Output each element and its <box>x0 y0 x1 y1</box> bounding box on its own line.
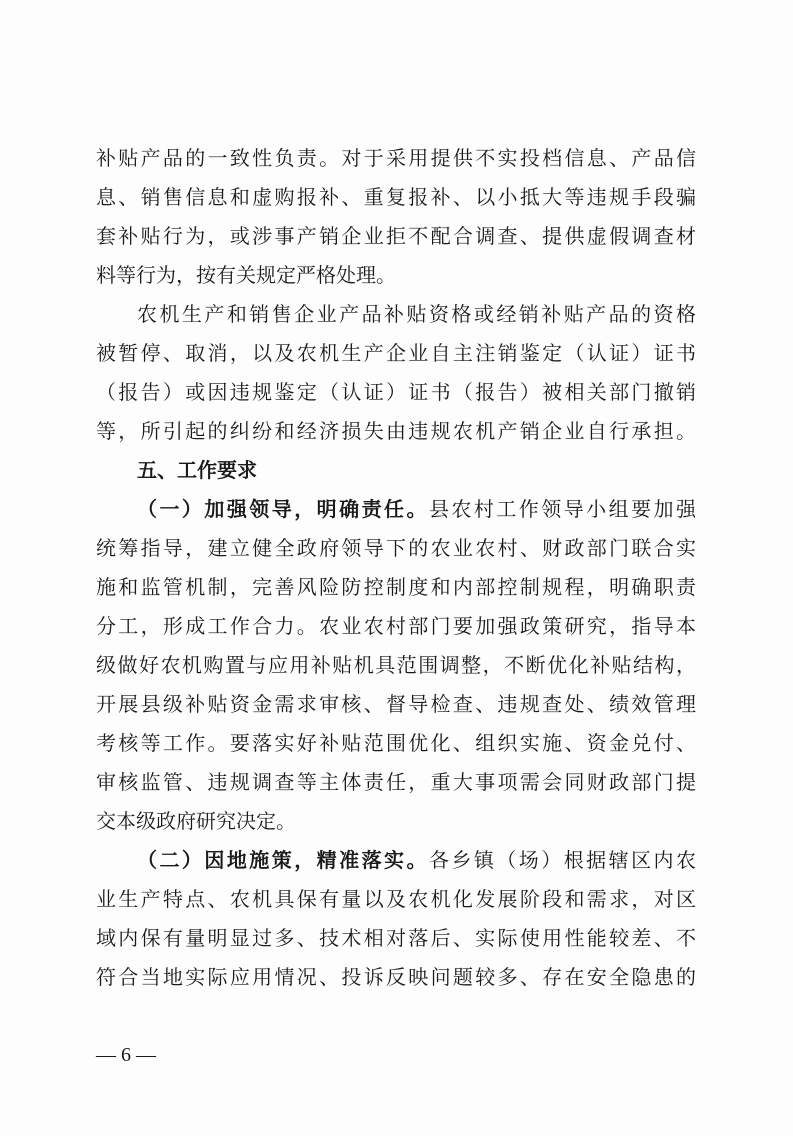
subsection-1 <box>96 490 696 841</box>
text-line: 分工，形成工作合力。农业农村部门要加强政策研究，指导本 <box>96 614 696 638</box>
text-line: 开展县级补贴资金需求审核、督导检查、违规查处、绩效管理 <box>96 692 696 716</box>
text-line: 域内保有量明显过多、技术相对落后、实际使用性能较差、不 <box>96 926 696 950</box>
text-line: 交本级政府研究决定。 <box>96 809 296 833</box>
document-body <box>96 139 696 997</box>
page-number: — 6 — <box>96 1044 156 1066</box>
text-line: 考核等工作。要落实好补贴范围优化、组织实施、资金兑付、 <box>96 731 696 755</box>
text-line: 农机生产和销售企业产品补贴资格或经销补贴产品的资格 <box>137 302 696 326</box>
subsection-lead: （二）因地施策，精准落实。 <box>137 848 429 872</box>
text-line: 料等行为，按有关规定严格处理。 <box>96 263 396 287</box>
paragraph-2 <box>96 295 696 451</box>
subsection-first-line <box>96 490 696 529</box>
text-line: 审核监管、违规调查等主体责任，重大事项需会同财政部门提 <box>96 770 696 794</box>
section-heading: 五、工作要求 <box>137 458 257 482</box>
text-line: 被暂停、取消，以及农机生产企业自主注销鉴定（认证）证书 <box>96 341 696 365</box>
subsection-first-line-text: 县农村工作领导小组要加强 <box>428 497 697 521</box>
paragraph-1 <box>96 139 696 295</box>
text-line: 业生产特点、农机具保有量以及农机化发展阶段和需求，对区 <box>96 887 696 911</box>
subsection-first-line <box>96 841 696 880</box>
text-line: 统筹指导，建立健全政府领导下的农业农村、财政部门联合实 <box>96 536 696 560</box>
text-line: 级做好农机购置与应用补贴机具范围调整，不断优化补贴结构， <box>96 653 696 677</box>
text-line: 息、销售信息和虚购报补、重复报补、以小抵大等违规手段骗 <box>96 185 696 209</box>
text-line: 等，所引起的纠纷和经济损失由违规农机产销企业自行承担。 <box>96 419 696 443</box>
text-line: （报告）或因违规鉴定（认证）证书（报告）被相关部门撤销 <box>96 380 696 404</box>
text-line: 套补贴行为，或涉事产销企业拒不配合调查、提供虚假调查材 <box>96 224 696 248</box>
text-line: 施和监管机制，完善风险防控制度和内部控制规程，明确职责 <box>96 575 696 599</box>
subsection-first-line-text: 各乡镇（场）根据辖区内农 <box>428 848 697 872</box>
subsection-2 <box>96 841 696 997</box>
subsection-lead: （一）加强领导，明确责任。 <box>137 497 429 521</box>
text-line: 补贴产品的一致性负责。对于采用提供不实投档信息、产品信 <box>96 146 696 170</box>
text-line: 符合当地实际应用情况、投诉反映问题较多、存在安全隐患的 <box>96 965 696 989</box>
